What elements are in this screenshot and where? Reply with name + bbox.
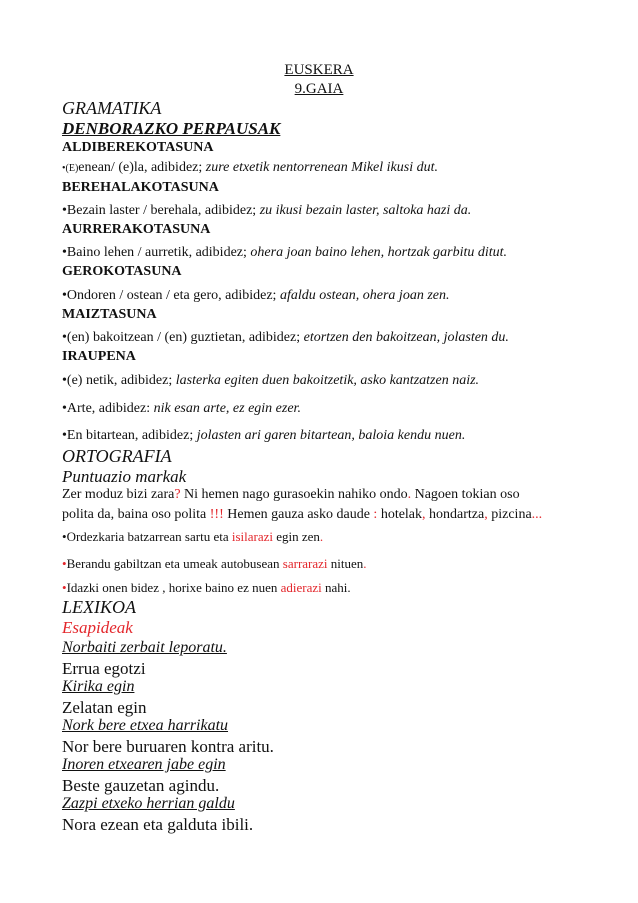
iraupena-label: IRAUPENA [62, 349, 136, 364]
expression: Zazpi etxeko herrian galdu [62, 795, 235, 812]
aurrerakotasuna-line [62, 245, 507, 261]
text: Ni hemen nago gurasoekin nahiko ondo [180, 487, 408, 502]
iraupena-line [62, 428, 465, 444]
text: polita da, baina oso polita [62, 507, 210, 522]
document-subtitle: 9.GAIA [294, 81, 344, 97]
meaning: Zelatan egin [62, 698, 147, 717]
iraupena-line [62, 373, 479, 389]
example-text: lasterka egiten duen bakoitzetik, asko kantzatzen naiz. [175, 373, 480, 388]
red-mark: , [422, 507, 426, 522]
rule-text: •(e) netik, adibidez; [62, 373, 176, 388]
meaning: Nora ezean eta galduta ibili. [62, 815, 254, 834]
expression: Nork bere etxea harrikatu [62, 717, 229, 734]
text: . [347, 580, 351, 595]
bullet: • [62, 580, 67, 595]
red-word: adierazi [280, 580, 322, 595]
text: Ordezkaria batzarrean sartu eta [66, 529, 232, 544]
berehalakotasuna-line [62, 203, 471, 219]
text: hotelak [377, 507, 423, 522]
ortografia-heading: ORTOGRAFIA [62, 446, 172, 466]
rule-text: •(en) bakoitzean / (en) guztietan, adibidez; [62, 330, 304, 345]
example-text: afaldu ostean, ohera joan zen. [279, 288, 450, 303]
ortografia-paragraph-line [62, 487, 520, 503]
rule-text: •En bitartean, adibidez; [62, 428, 197, 443]
denborazko-heading: DENBORAZKO PERPAUSAK [62, 119, 281, 138]
example-text: jolasten ari garen bitartean, baloia kendu nuen. [196, 428, 466, 443]
red-mark: ? [174, 487, 181, 502]
red-mark: . [319, 529, 324, 544]
example-text: ohera joan baino lehen, hortzak garbitu ditut. [250, 245, 508, 260]
red-mark: : [373, 507, 378, 522]
ortografia-bullet [62, 556, 367, 572]
meaning: Beste gauzetan agindu. [62, 776, 220, 795]
text: nituen [327, 556, 364, 571]
example-text: zure etxetik nentorrenean Mikel ikusi dut. [205, 160, 438, 175]
ortografia-bullet [62, 529, 323, 545]
gerokotasuna-line [62, 288, 449, 304]
meaning: Nor bere buruaren kontra aritu. [62, 737, 274, 756]
text: egin zen [273, 529, 320, 544]
example-text: etortzen den bakoitzean, jolasten du. [303, 330, 509, 345]
rule-text: enean/ (e)la, adibidez; [78, 160, 206, 175]
aldiberekotasuna-label: ALDIBEREKOTASUNA [62, 140, 214, 155]
meaning: Errua egotzi [62, 659, 146, 678]
aldiberekotasuna-line [62, 160, 438, 176]
lexikoa-heading: LEXIKOA [62, 597, 136, 617]
text: hondartza [425, 507, 485, 522]
berehalakotasuna-label: BEREHALAKOTASUNA [62, 180, 219, 195]
gramatika-heading: GRAMATIKA [62, 98, 162, 118]
red-word: sarrarazi [282, 556, 328, 571]
red-mark: , [484, 507, 488, 522]
puntuazio-heading: Puntuazio markak [62, 467, 187, 486]
ortografia-bullet [62, 580, 351, 596]
esapideak-heading: Esapideak [62, 618, 133, 637]
text: Hemen gauza asko daude [223, 507, 374, 522]
red-mark: !!! [209, 507, 224, 522]
rule-text: •Ondoren / ostean / eta gero, adibidez; [62, 288, 280, 303]
text: Nagoen tokian oso [411, 487, 520, 502]
text: Berandu gabiltzan eta umeak autobusean [66, 556, 283, 571]
example-text: nik esan arte, ez egin ezer. [153, 401, 301, 416]
maiztasuna-label: MAIZTASUNA [62, 307, 157, 322]
maiztasuna-line [62, 330, 509, 346]
expression: Kirika egin [62, 678, 135, 695]
bullet: • [62, 529, 67, 544]
example-text: zu ikusi bezain laster, saltoka hazi da. [259, 203, 472, 218]
rule-text: •Arte, adibidez: [62, 401, 154, 416]
document-title: EUSKERA [284, 62, 354, 78]
text: pizcina [487, 507, 532, 522]
aurrerakotasuna-label: AURRERAKOTASUNA [62, 222, 211, 237]
red-mark: ... [531, 507, 543, 522]
text: nahi [321, 580, 348, 595]
text: Zer moduz bizi zara [62, 487, 175, 502]
gerokotasuna-label: GEROKOTASUNA [62, 264, 182, 279]
expression: Inoren etxearen jabe egin [62, 756, 226, 773]
iraupena-line [62, 401, 301, 417]
bullet-small: •(E) [62, 163, 79, 174]
red-mark: . [363, 556, 367, 571]
bullet: • [62, 556, 67, 571]
rule-text: •Bezain laster / berehala, adibidez; [62, 203, 260, 218]
text: Idazki onen bidez , horixe baino ez nuen [66, 580, 281, 595]
expression: Norbaiti zerbait leporatu. [62, 639, 227, 656]
red-word: isilarazi [231, 529, 273, 544]
red-mark: . [407, 487, 412, 502]
rule-text: •Baino lehen / aurretik, adibidez; [62, 245, 251, 260]
ortografia-paragraph-line [62, 507, 542, 523]
